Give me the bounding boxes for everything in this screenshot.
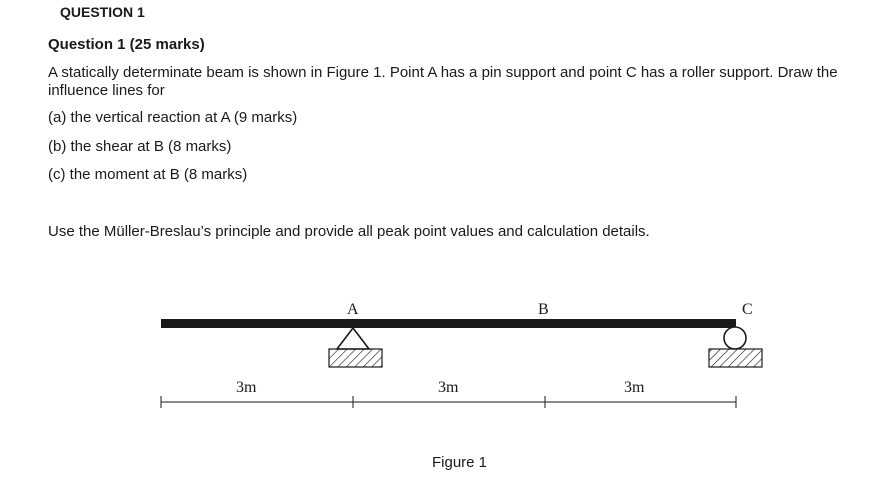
beam (161, 319, 736, 328)
figure-caption: Figure 1 (432, 454, 488, 471)
question-part-a: (a) the vertical reaction at A (9 marks) (48, 109, 298, 126)
question-part-c: (c) the moment at B (8 marks) (48, 166, 248, 183)
question-paragraph: A statically determinate beam is shown in Figure 1. Point A has a pin support and point C has a roller support. Draw the influence lines for (48, 64, 838, 99)
section-heading: QUESTION 1 (60, 4, 145, 20)
dimension-label-1: 3m (236, 379, 257, 396)
question-title: Question 1 (25 marks) (48, 36, 205, 53)
point-label-a: A (347, 301, 359, 318)
dimension-line (161, 396, 736, 408)
roller-support-c (709, 327, 762, 367)
dimension-label-3: 3m (624, 379, 645, 396)
instruction-text: Use the Müller-Breslau’s principle and provide all peak point values and calculation details. (48, 223, 650, 240)
dimension-label-2: 3m (438, 379, 459, 396)
point-label-c: C (742, 301, 753, 318)
point-label-b: B (538, 301, 549, 318)
question-part-b: (b) the shear at B (8 marks) (48, 138, 232, 155)
pin-support-a (329, 328, 382, 367)
